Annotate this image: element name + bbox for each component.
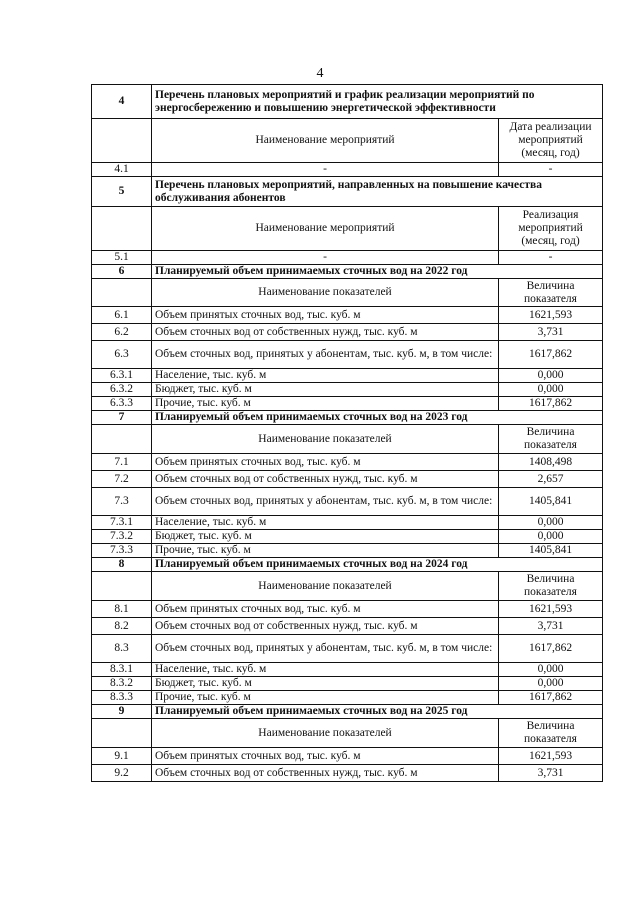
section-title: Планируемый объем принимаемых сточных вод на 2022 год (152, 265, 603, 279)
table-row (92, 601, 603, 618)
section-number: 8 (92, 558, 152, 572)
row-value: 1621,593 (499, 748, 603, 765)
page-number: 4 (316, 66, 324, 81)
row-number: 8.1 (92, 601, 152, 618)
row-value: 3,731 (499, 324, 603, 341)
table-row (92, 516, 603, 530)
section-title: Планируемый объем принимаемых сточных вод на 2024 год (152, 558, 603, 572)
row-label: Объем принятых сточных вод, тыс. куб. м (152, 748, 499, 765)
section-title: Перечень плановых мероприятий, направленных на повышение качества обслуживания абонентов (152, 177, 603, 207)
row-value: 1617,862 (499, 397, 603, 411)
table-row (92, 369, 603, 383)
header-empty-cell (92, 572, 152, 601)
section-title: Планируемый объем принимаемых сточных вод на 2025 год (152, 705, 603, 719)
row-label: Бюджет, тыс. куб. м (152, 677, 499, 691)
header-value: Величина показателя (499, 279, 603, 307)
row-value: 1617,862 (499, 691, 603, 705)
section-number: 9 (92, 705, 152, 719)
header-value: Величина показателя (499, 425, 603, 454)
row-label: Объем сточных вод от собственных нужд, тыс. куб. м (152, 618, 499, 635)
section-header-row (92, 719, 603, 748)
table-row (92, 307, 603, 324)
row-number: 6.1 (92, 307, 152, 324)
header-empty-cell (92, 719, 152, 748)
table-row (92, 530, 603, 544)
row-number: 5.1 (92, 251, 152, 265)
section-number: 4 (92, 85, 152, 119)
section-number: 6 (92, 265, 152, 279)
row-number: 9.1 (92, 748, 152, 765)
section-header-row (92, 572, 603, 601)
row-label: Объем принятых сточных вод, тыс. куб. м (152, 454, 499, 471)
row-label: Население, тыс. куб. м (152, 369, 499, 383)
section-header-row (92, 119, 603, 163)
table-row (92, 635, 603, 663)
row-number: 7.3 (92, 488, 152, 516)
section-title-row (92, 177, 603, 207)
row-label: Бюджет, тыс. куб. м (152, 383, 499, 397)
row-value: 1621,593 (499, 307, 603, 324)
row-label: Прочие, тыс. куб. м (152, 544, 499, 558)
row-value: 1405,841 (499, 488, 603, 516)
row-value: 0,000 (499, 663, 603, 677)
section-header-row (92, 425, 603, 454)
row-label: - (152, 251, 499, 265)
row-value: - (499, 163, 603, 177)
row-number: 7.1 (92, 454, 152, 471)
row-value: 0,000 (499, 383, 603, 397)
table-row (92, 748, 603, 765)
row-label: Объем принятых сточных вод, тыс. куб. м (152, 601, 499, 618)
header-value: Реализация мероприятий (месяц, год) (499, 207, 603, 251)
section-title: Перечень плановых мероприятий и график реализации мероприятий по энергосбережению и повышению энергетической эффективности (152, 85, 603, 119)
row-number: 7.3.1 (92, 516, 152, 530)
table-row (92, 163, 603, 177)
table-row (92, 251, 603, 265)
row-value: 1405,841 (499, 544, 603, 558)
table-row (92, 488, 603, 516)
row-value: 0,000 (499, 677, 603, 691)
row-value: 2,657 (499, 471, 603, 488)
row-value: 1617,862 (499, 341, 603, 369)
header-value: Дата реализации мероприятий (месяц, год) (499, 119, 603, 163)
table-row (92, 618, 603, 635)
row-value: 0,000 (499, 516, 603, 530)
row-number: 8.3 (92, 635, 152, 663)
document-table (91, 84, 603, 782)
row-value: 3,731 (499, 765, 603, 782)
row-label: Население, тыс. куб. м (152, 663, 499, 677)
table-row (92, 677, 603, 691)
table-row (92, 383, 603, 397)
section-number: 7 (92, 411, 152, 425)
row-number: 7.3.2 (92, 530, 152, 544)
row-number: 6.2 (92, 324, 152, 341)
row-value: 1617,862 (499, 635, 603, 663)
row-label: Объем сточных вод, принятых у абонентам, тыс. куб. м, в том числе: (152, 341, 499, 369)
row-number: 6.3.3 (92, 397, 152, 411)
row-label: Прочие, тыс. куб. м (152, 397, 499, 411)
header-label: Наименование показателей (152, 279, 499, 307)
row-label: - (152, 163, 499, 177)
row-label: Бюджет, тыс. куб. м (152, 530, 499, 544)
row-label: Объем сточных вод, принятых у абонентам, тыс. куб. м, в том числе: (152, 488, 499, 516)
header-empty-cell (92, 119, 152, 163)
row-label: Объем сточных вод от собственных нужд, тыс. куб. м (152, 324, 499, 341)
header-label: Наименование показателей (152, 425, 499, 454)
table-row (92, 765, 603, 782)
row-value: - (499, 251, 603, 265)
row-number: 7.3.3 (92, 544, 152, 558)
row-number: 4.1 (92, 163, 152, 177)
header-value: Величина показателя (499, 719, 603, 748)
header-empty-cell (92, 279, 152, 307)
row-number: 6.3.2 (92, 383, 152, 397)
row-number: 9.2 (92, 765, 152, 782)
row-number: 8.3.3 (92, 691, 152, 705)
row-value: 0,000 (499, 530, 603, 544)
section-title: Планируемый объем принимаемых сточных вод на 2023 год (152, 411, 603, 425)
section-title-row (92, 265, 603, 279)
row-label: Объем сточных вод от собственных нужд, тыс. куб. м (152, 765, 499, 782)
row-label: Прочие, тыс. куб. м (152, 691, 499, 705)
row-value: 3,731 (499, 618, 603, 635)
table-row (92, 341, 603, 369)
row-label: Объем сточных вод от собственных нужд, тыс. куб. м (152, 471, 499, 488)
header-value: Величина показателя (499, 572, 603, 601)
row-value: 1621,593 (499, 601, 603, 618)
table-row (92, 663, 603, 677)
row-number: 6.3 (92, 341, 152, 369)
section-number: 5 (92, 177, 152, 207)
table-row (92, 454, 603, 471)
row-number: 8.2 (92, 618, 152, 635)
row-number: 8.3.2 (92, 677, 152, 691)
section-title-row (92, 85, 603, 119)
header-empty-cell (92, 207, 152, 251)
row-label: Объем принятых сточных вод, тыс. куб. м (152, 307, 499, 324)
section-header-row (92, 207, 603, 251)
header-label: Наименование показателей (152, 719, 499, 748)
row-value: 0,000 (499, 369, 603, 383)
table-row (92, 397, 603, 411)
section-title-row (92, 558, 603, 572)
header-label: Наименование показателей (152, 572, 499, 601)
row-number: 6.3.1 (92, 369, 152, 383)
row-label: Объем сточных вод, принятых у абонентам, тыс. куб. м, в том числе: (152, 635, 499, 663)
header-empty-cell (92, 425, 152, 454)
table-row (92, 324, 603, 341)
table-row (92, 471, 603, 488)
table-row (92, 544, 603, 558)
row-label: Население, тыс. куб. м (152, 516, 499, 530)
section-title-row (92, 705, 603, 719)
row-value: 1408,498 (499, 454, 603, 471)
section-title-row (92, 411, 603, 425)
table-row (92, 691, 603, 705)
header-label: Наименование мероприятий (152, 207, 499, 251)
row-number: 7.2 (92, 471, 152, 488)
row-number: 8.3.1 (92, 663, 152, 677)
document-table-body (92, 85, 603, 782)
header-label: Наименование мероприятий (152, 119, 499, 163)
section-header-row (92, 279, 603, 307)
